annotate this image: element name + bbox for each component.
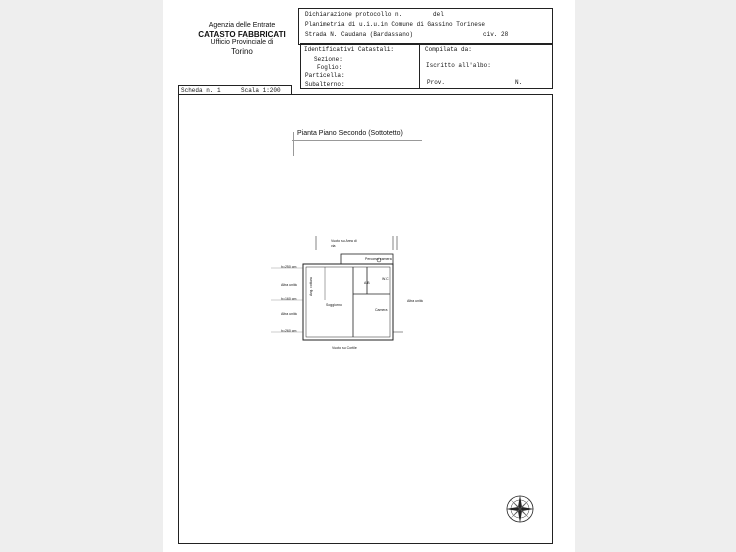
- plan-title: Pianta Piano Secondo (Sottotetto): [297, 130, 403, 137]
- camera-label: Camera: [375, 308, 388, 312]
- ang-cottura-label: Ang. cottura: [309, 277, 313, 296]
- wc-label: W.C: [382, 277, 389, 281]
- scala-label: Scala 1:200: [241, 87, 281, 94]
- cadastral-sheet: [163, 0, 575, 552]
- title-rule: [292, 140, 422, 141]
- prov-label: Prov.: [427, 79, 446, 86]
- declaration-del: del: [433, 11, 444, 18]
- height-top-label: h=250 cm: [281, 265, 297, 269]
- declaration-label: Dichiarazione protocollo n.: [305, 11, 403, 18]
- iscritto-label: Iscritto all'albo:: [426, 62, 491, 69]
- vuoto-top-label-2: via: [331, 244, 336, 248]
- height-mid-label: h=160 cm: [281, 297, 297, 301]
- soggiorno-label: Soggiorno: [326, 303, 342, 307]
- height-bottom-label: h=260 cm: [281, 329, 297, 333]
- altra-unita-left-label: Altra unità: [281, 283, 297, 287]
- vuoto-bottom-label: Vuoto su Cortile: [332, 346, 357, 350]
- title-tick: [293, 132, 294, 156]
- agency-name: Agenzia delle Entrate: [208, 22, 276, 29]
- catasto-title: CATASTO FABBRICATI: [198, 30, 286, 40]
- subalterno-label: Subalterno:: [305, 81, 345, 88]
- particella-label: Particella:: [305, 72, 345, 79]
- scheda-label: Scheda n. 1: [181, 87, 221, 94]
- office-label: Ufficio Provinciale di: [210, 39, 274, 47]
- vuoto-top-label: Vuoto su Area di: [331, 239, 357, 243]
- foglio-label: Foglio:: [317, 64, 343, 71]
- ab-label: A.B: [364, 281, 370, 285]
- civic-number: civ. 28: [483, 31, 509, 38]
- sezione-label: Sezione:: [314, 56, 343, 63]
- compass-rose-icon: [503, 492, 537, 526]
- street-label: Strada N. Caudana (Bardassano): [305, 31, 414, 38]
- planimetry-label: Planimetria di u.i.u.in Comune di Gassino Torinese: [305, 21, 486, 28]
- percorso-label: Percorso camera: [365, 257, 392, 261]
- identifiers-title: Identificativi Catastali:: [304, 46, 395, 53]
- altra-unita-left-label-2: Altra unità: [281, 312, 297, 316]
- office-city: Torino: [231, 47, 253, 57]
- compilata-label: Compilata da:: [425, 46, 472, 53]
- floor-plan: [271, 228, 421, 358]
- altra-unita-right-label: Altra unità: [407, 299, 423, 303]
- n-label: N.: [515, 79, 523, 86]
- agency-block: [183, 22, 301, 56]
